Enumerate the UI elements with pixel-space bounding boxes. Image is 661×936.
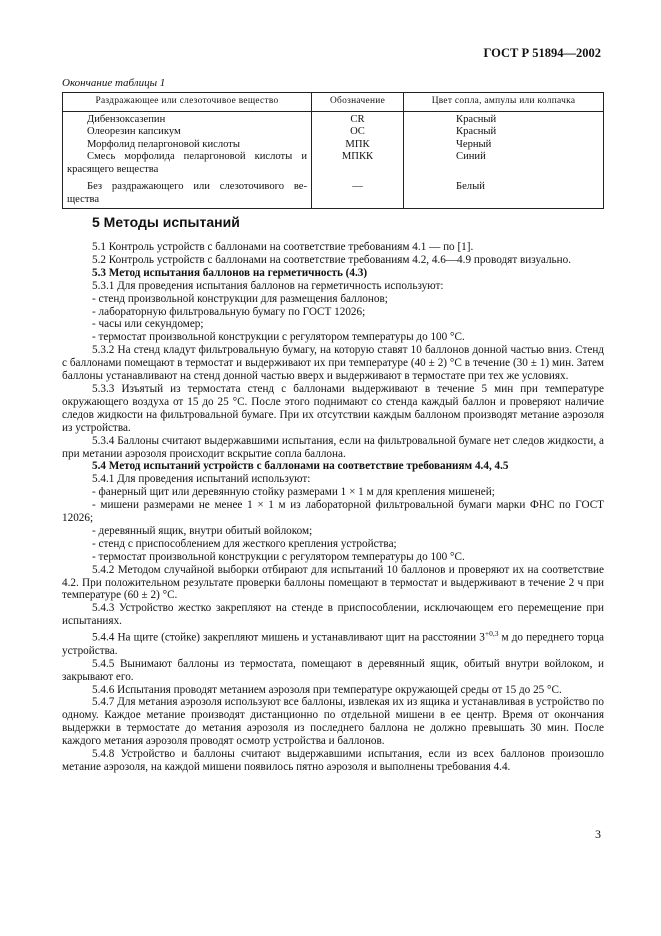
substance-cell: Морфолид пеларгоновой кислоты bbox=[63, 139, 312, 152]
code-cell: OC bbox=[312, 126, 404, 139]
list-item: - термостат произвольной конструкции с регулятором температуры до 100 °С. bbox=[92, 550, 465, 563]
substance-line: Смесь морфолида пеларгоновой кислоты и bbox=[87, 151, 307, 162]
table-row bbox=[63, 126, 604, 139]
standard-header: ГОСТ Р 51894—2002 bbox=[483, 46, 601, 60]
section-body bbox=[62, 241, 604, 774]
subsection-heading: 5.4 Метод испытаний устройств с баллонами на соответствие требованиям 4.4, 4.5 bbox=[92, 460, 509, 473]
color-cell: Красный bbox=[404, 126, 604, 139]
list-item: - фанерный щит или деревянную стойку размерами 1 × 1 м для крепления мишеней; bbox=[92, 486, 495, 499]
paragraph: 5.4.2 Методом случайной выборки отбирают для испытаний 10 баллонов и проверяют их на соответствие 4.2. При положительном результате проверки баллоны помещают в термостат и выдерживают в течение 2 ч при температуре (60 ± 2) °С. bbox=[62, 563, 604, 602]
list-item: - стенд с приспособлением для жесткого крепления устройства; bbox=[92, 537, 397, 550]
list-item: - мишени размерами не менее 1 × 1 м из лабораторной фильтровальной бумаги марки ФНС по ГОСТ 12026; bbox=[62, 499, 604, 525]
color-cell: Синий bbox=[404, 151, 604, 176]
substance-cell bbox=[63, 176, 312, 209]
header-code: Обозначение bbox=[312, 93, 404, 112]
table-row bbox=[63, 139, 604, 152]
table-row bbox=[63, 151, 604, 176]
tolerance-superscript: +0,3 bbox=[484, 629, 499, 639]
paragraph: 5.3.4 Баллоны считают выдержавшими испытания, если на фильтровальной бумаге нет следов жидкости, а при метании аэрозоля происходит вскрытие сопла баллона. bbox=[62, 434, 604, 460]
page-number: 3 bbox=[595, 827, 601, 841]
paragraph bbox=[62, 628, 604, 658]
paragraph: 5.1 Контроль устройств с баллонами на соответствие требованиям 4.1 — по [1]. bbox=[92, 241, 474, 253]
paragraph: 5.3.3 Изъятый из термостата стенд с баллонами выдерживают в течение 5 мин при температуре окружающего воздуха от 15 до 25 °С. После этого поднимают со стенда каждый баллон и проверяют наличие следов жидкости на фильтровальной бумаге. При их отсутствии каждым баллоном производят метание аэрозоля из устройства. bbox=[62, 382, 604, 434]
color-cell: Черный bbox=[404, 139, 604, 152]
table-row bbox=[63, 111, 604, 126]
paragraph: 5.4.6 Испытания проводят метанием аэрозоля при температуре окружающей среды от 15 до 25 °С. bbox=[92, 683, 562, 696]
substance-line-cont: щества bbox=[67, 193, 100, 205]
section-title: 5 Методы испытаний bbox=[92, 214, 240, 230]
subsection-heading: 5.3 Метод испытания баллонов на герметичность (4.3) bbox=[92, 266, 368, 279]
header-substance: Раздражающее или слезоточивое вещество bbox=[63, 93, 312, 112]
color-cell: Белый bbox=[404, 176, 604, 209]
substances-table bbox=[62, 92, 604, 209]
list-item: - стенд произвольной конструкции для размещения баллонов; bbox=[92, 292, 388, 305]
table-caption: Окончание таблицы 1 bbox=[62, 77, 166, 89]
code-cell: МПКК bbox=[312, 151, 404, 176]
paragraph: 5.4.1 Для проведения испытаний используют: bbox=[92, 473, 311, 486]
list-item: - лабораторную фильтровальную бумагу по ГОСТ 12026; bbox=[92, 305, 366, 318]
paragraph: 5.4.5 Вынимают баллоны из термостата, помещают в деревянный ящик, обитый внутри войлоком, и закрывают его. bbox=[62, 657, 604, 683]
substance-line: Без раздражающего или слезоточивого ве- bbox=[87, 181, 307, 192]
substance-line-cont: красящего вещества bbox=[67, 163, 159, 175]
paragraph: 5.4.3 Устройство жестко закрепляют на стенде в приспособлении, исключающем его перемещение при испытаниях. bbox=[62, 602, 604, 628]
code-cell: — bbox=[312, 176, 404, 209]
paragraph-part: 5.4.4 На щите (стойке) закрепляют мишень и устанавливают щит на расстоянии 3 bbox=[92, 631, 485, 644]
substance-cell: Олеорезин капсикум bbox=[63, 126, 312, 139]
substance-cell bbox=[63, 151, 312, 176]
list-item: - термостат произвольной конструкции с регулятором температуры до 100 °С. bbox=[92, 331, 465, 344]
paragraph: 5.3.2 На стенд кладут фильтровальную бумагу, на которую ставят 10 баллонов донной частью вниз. Стенд с баллонами помещают в термостат и выдерживают их при температуре (40 ± 2) °С в течение (30 ± 1) мин. Затем баллоны устанавливают на стенд донной частью вверх и выдерживают в термостате при тех же условиях. bbox=[62, 344, 604, 383]
paragraph: 5.3.1 Для проведения испытания баллонов на герметичность используют: bbox=[92, 279, 444, 292]
header-color: Цвет сопла, ампулы или колпачка bbox=[404, 93, 604, 112]
table-header-row bbox=[63, 93, 604, 112]
paragraph: 5.4.8 Устройство и баллоны считают выдержавшими испытания, если из всех баллонов произошло метание аэрозоля, на каждой мишени появилось пятно аэрозоля и выполнены требования 4.4. bbox=[62, 748, 604, 773]
code-cell: CR bbox=[312, 111, 404, 126]
code-cell: МПК bbox=[312, 139, 404, 152]
color-cell: Красный bbox=[404, 111, 604, 126]
substance-cell: Дибензоксазепин bbox=[63, 111, 312, 126]
list-item: - деревянный ящик, внутри обитый войлоком; bbox=[92, 524, 313, 537]
paragraph-part: м до переднего торца устройства. bbox=[62, 631, 604, 657]
paragraph: 5.4.7 Для метания аэрозоля используют все баллоны, извлекая их из ящика и устанавливая в устройство по одному. Каждое метание производят дистанционно по отдельной мишени в ее центр. Время от окончания выдержки в термостате до метания аэрозоля из последнего баллона не должно превышать 30 мин. После каждого метания аэрозоля проводят осмотр устройства и баллонов. bbox=[62, 696, 604, 748]
paragraph: 5.2 Контроль устройств с баллонами на соответствие требованиям 4.2, 4.6—4.9 проводят визуально. bbox=[92, 253, 572, 266]
list-item: - часы или секундомер; bbox=[92, 318, 204, 331]
table-row bbox=[63, 176, 604, 209]
